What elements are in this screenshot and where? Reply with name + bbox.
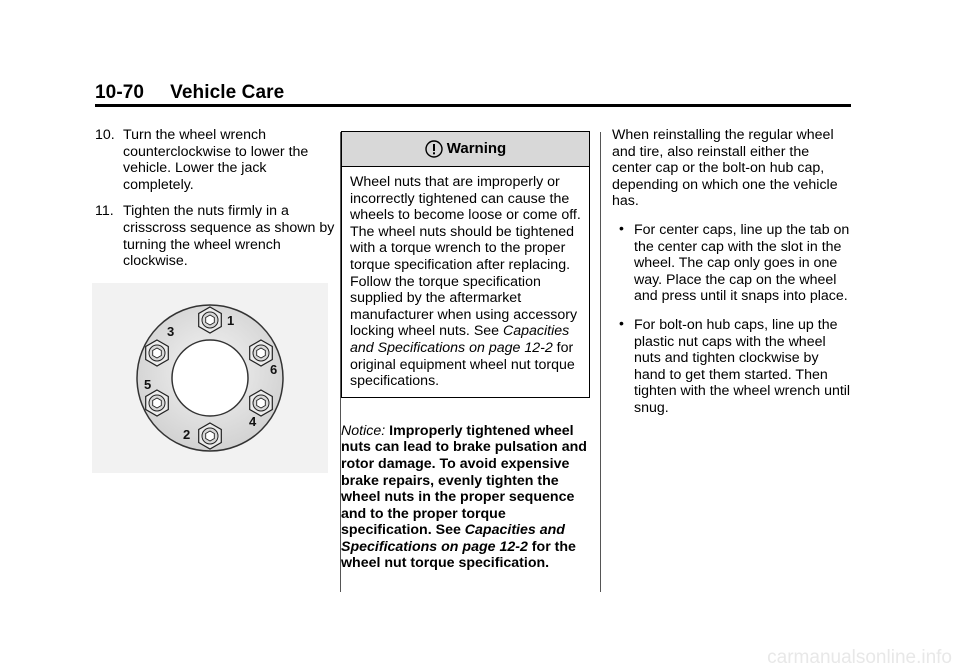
sequence-label-4: 4	[249, 414, 257, 429]
sequence-label-2: 2	[183, 427, 191, 442]
bullet-icon: •	[619, 219, 624, 236]
sequence-label-5: 5	[144, 377, 152, 392]
notice-paragraph	[341, 423, 591, 572]
wheel-hub-illustration	[92, 283, 328, 473]
lug-nut-1	[199, 307, 222, 333]
lug-nut-2	[199, 423, 222, 449]
step-11	[95, 203, 335, 269]
warning-title: Warning	[446, 139, 507, 157]
notice-reference: Capacities and Specifications on page 12‑2	[341, 522, 565, 555]
sequence-label-3: 3	[167, 324, 175, 339]
page-header	[95, 82, 284, 104]
warning-icon	[425, 140, 443, 158]
page-number: 10-70	[95, 82, 145, 103]
notice-text-end: for the wheel nut torque specification.	[341, 538, 576, 572]
bullet-bolt-on-caps	[612, 314, 852, 417]
step-number: 11.	[95, 203, 114, 220]
warning-box	[341, 131, 590, 398]
warning-text-end: for original equipment wheel nut torque specifications.	[350, 339, 575, 390]
header-rule	[95, 104, 851, 107]
lug-nut-5	[146, 390, 169, 416]
warning-body	[342, 167, 589, 397]
lug-nut-4	[250, 390, 273, 416]
notice-text: Improperly tightened wheel nuts can lead to brake pulsation and rotor damage. To avoid expensive brake repairs, evenly tighten the wheel nuts in the proper sequence and to the proper torque specification. See	[341, 422, 587, 539]
warning-header	[342, 132, 589, 167]
step-text: Turn the wheel wrench counterclockwise to lower the vehicle. Lower the jack completely.	[123, 127, 309, 193]
sequence-label-6: 6	[270, 362, 278, 377]
bullet-center-caps	[612, 219, 852, 305]
section-title: Vehicle Care	[170, 82, 285, 103]
lug-nut-6	[250, 340, 273, 366]
watermark: carmanualsonline.info	[767, 647, 952, 668]
right-column	[612, 127, 852, 429]
sequence-label-1: 1	[227, 313, 235, 328]
warning-reference: Capacities and Specifications on page 12‑2	[350, 323, 570, 356]
middle-column	[341, 131, 591, 572]
step-number: 10.	[95, 127, 115, 143]
notice-label: Notice:	[341, 422, 386, 439]
lug-nut-3	[146, 340, 169, 366]
bullet-icon: •	[619, 314, 624, 331]
warning-text: Wheel nuts that are improperly or incorrectly tightened can cause the wheels to become loose or come off. The wheel nuts should be tightened with a torque wrench to the proper torque specification after replacing. Follow the torque specification supplied by the aftermarket manufacturer when using accessory locking wheel nuts. See	[350, 174, 581, 340]
column-divider-right	[600, 132, 601, 592]
step-10	[95, 127, 335, 193]
left-column	[95, 127, 335, 280]
bullet-text: For bolt-on hub caps, line up the plastic nut caps with the wheel nuts and tighten clockwise by hand to get them started. Then tighten with the wheel wrench until snug.	[634, 316, 851, 416]
reinstall-intro: When reinstalling the regular wheel and tire, also reinstall either the center cap or the bolt-on hub cap, depending on which one the vehicle has.	[612, 127, 838, 210]
step-text: Tighten the nuts firmly in a crisscross sequence as shown by turning the wheel wrench clockwise.	[123, 203, 335, 270]
lug-nut-sequence-diagram	[92, 283, 328, 473]
bullet-text: For center caps, line up the tab on the center cap with the slot in the wheel. The cap only goes in one way. Place the cap on the wheel and press until it snaps into place.	[634, 221, 850, 305]
